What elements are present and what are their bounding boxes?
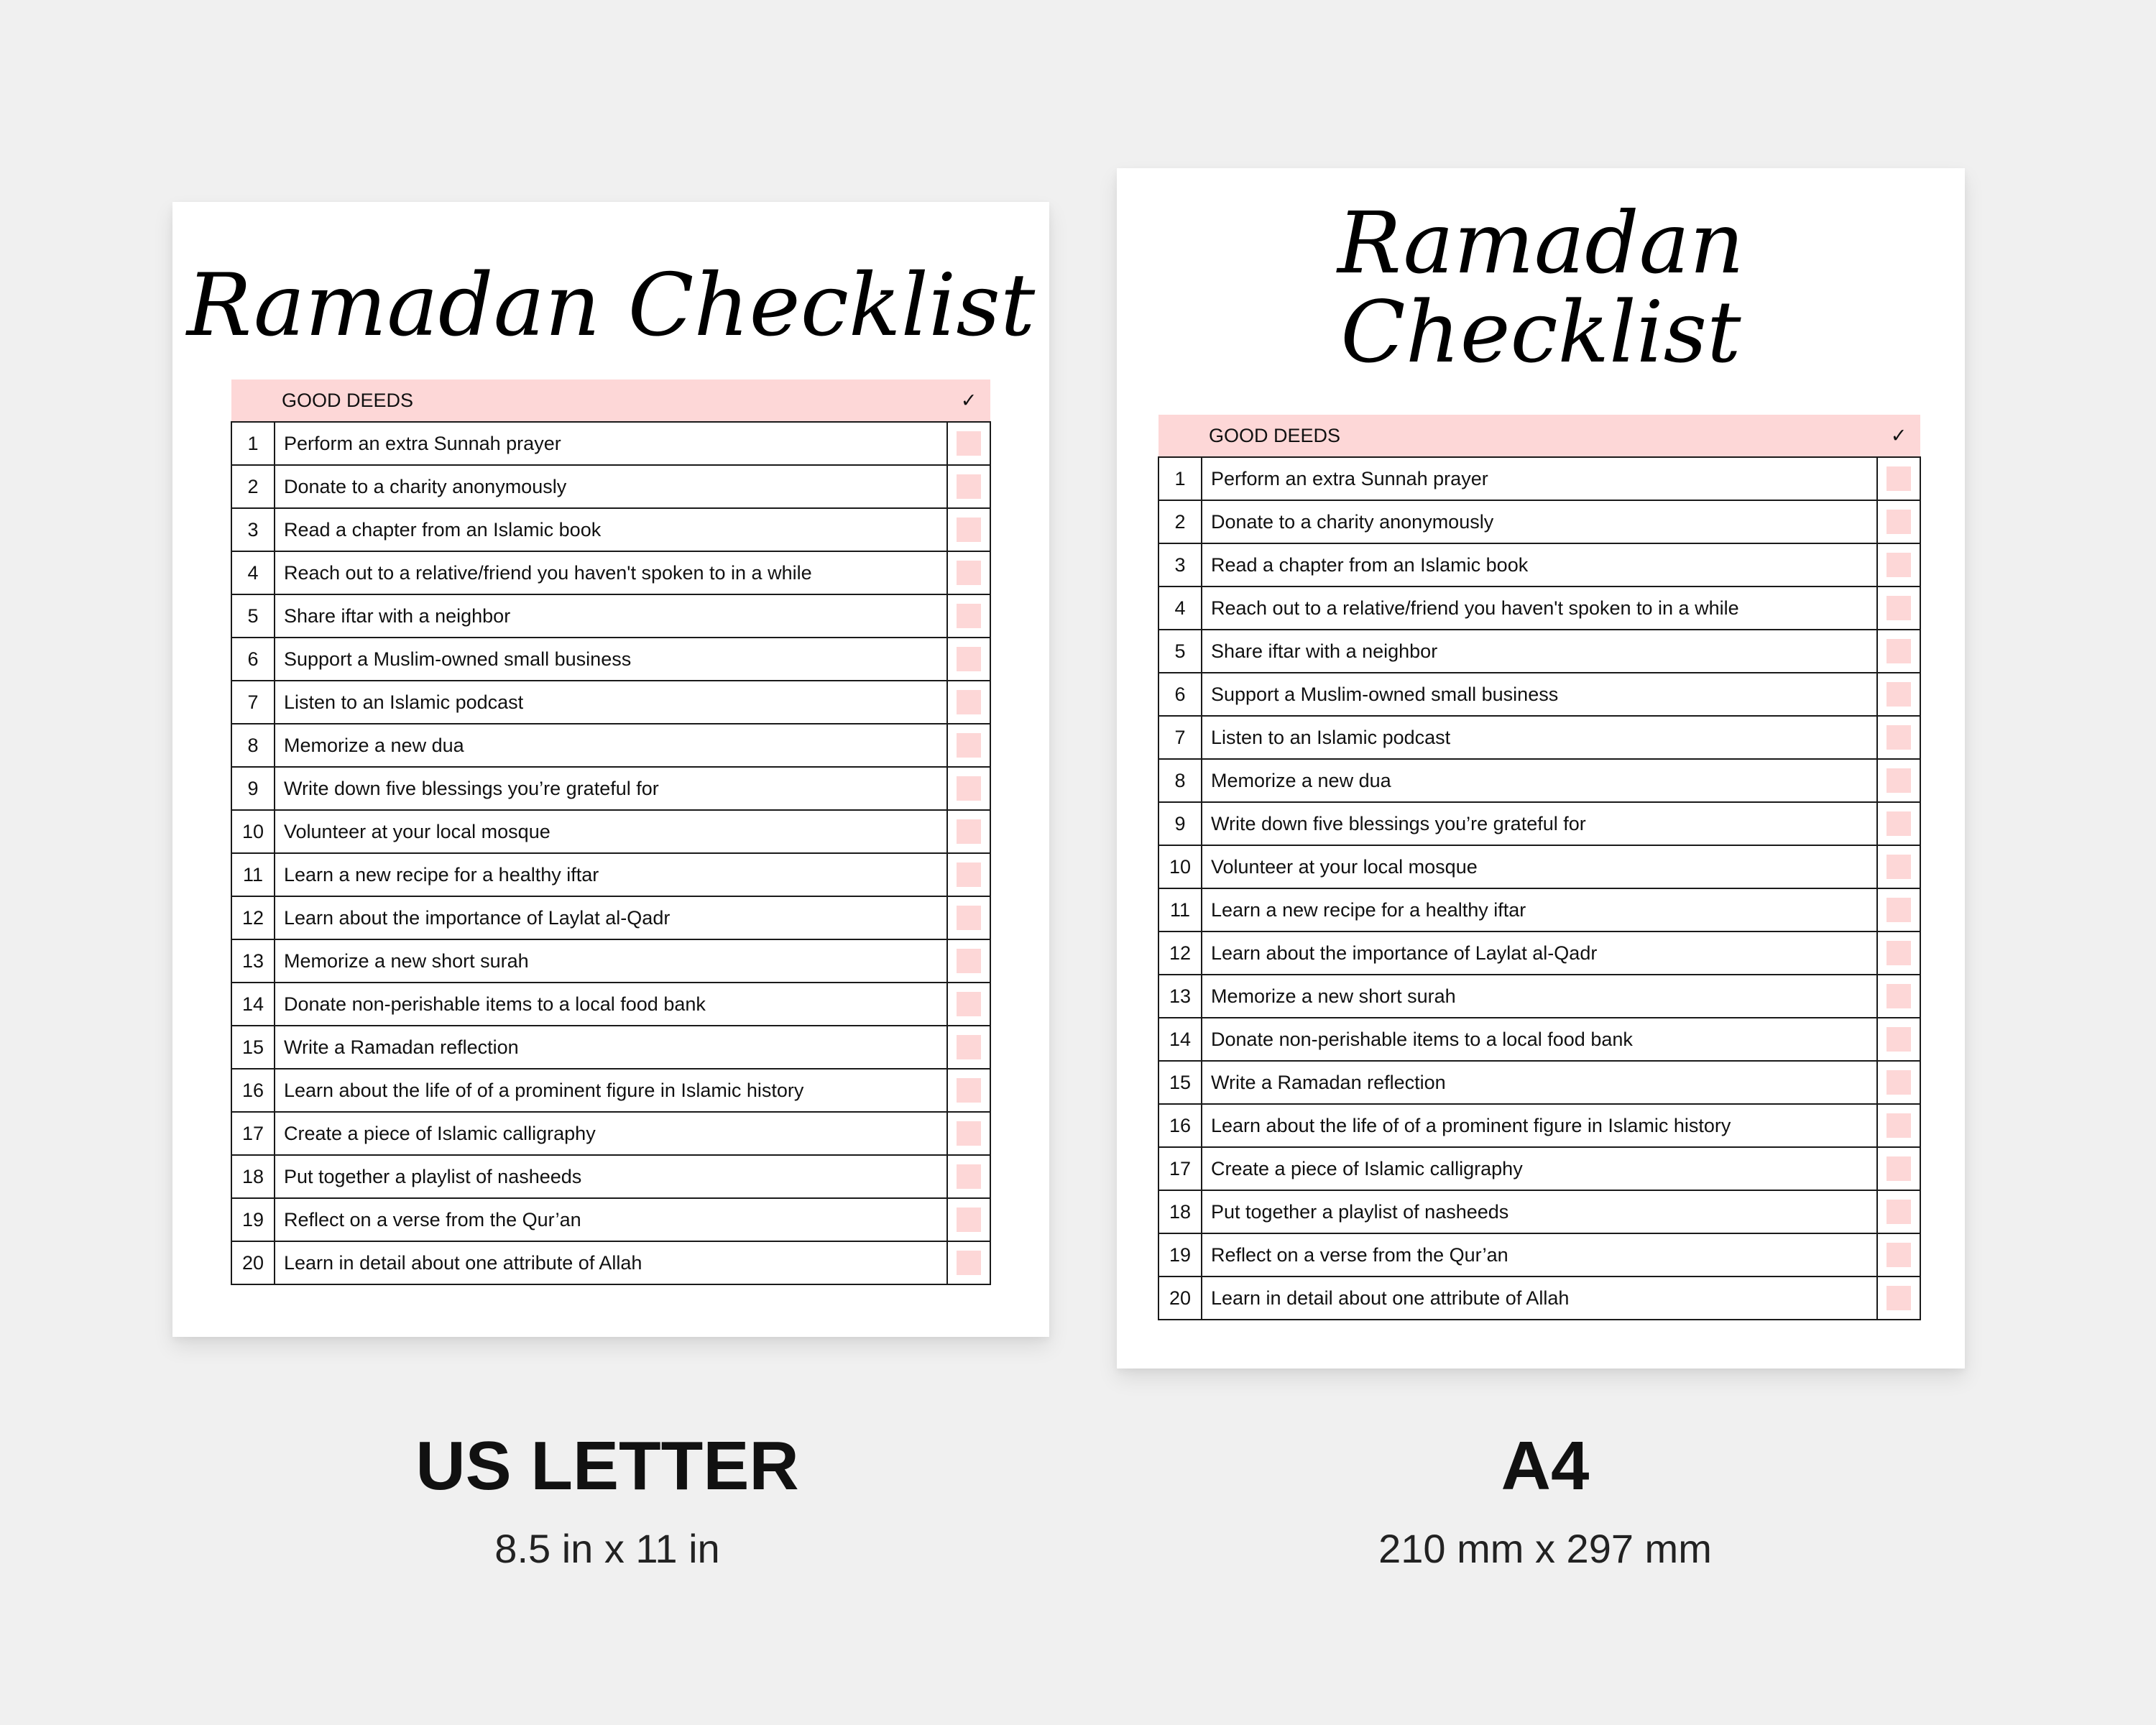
checkbox-cell: [1877, 673, 1920, 716]
caption-size: 210 mm x 297 mm: [1378, 1526, 1712, 1571]
item-text: Reach out to a relative/friend you haven't spoken to in a while: [275, 551, 947, 594]
checkbox[interactable]: [1886, 855, 1911, 879]
page-title-line-2: Checklist: [1340, 282, 1741, 382]
item-text: Donate to a charity anonymously: [275, 465, 947, 508]
checkbox[interactable]: [1886, 1070, 1911, 1095]
checkbox-cell: [1877, 932, 1920, 975]
item-text: Reflect on a verse from the Qur’an: [275, 1198, 947, 1241]
checkbox-cell: [1877, 888, 1920, 932]
checkbox[interactable]: [957, 1078, 981, 1103]
checkbox-cell: [947, 767, 990, 810]
checkbox[interactable]: [1886, 466, 1911, 491]
checkbox[interactable]: [957, 561, 981, 585]
caption-title: A4: [1501, 1427, 1590, 1504]
caption-size: 8.5 in x 11 in: [494, 1526, 720, 1571]
checkbox[interactable]: [1886, 768, 1911, 793]
item-text: Share iftar with a neighbor: [1202, 630, 1877, 673]
item-number: 4: [231, 551, 275, 594]
item-number: 17: [1158, 1147, 1202, 1190]
checkbox[interactable]: [957, 474, 981, 499]
checkbox-cell: [1877, 586, 1920, 630]
item-text: Memorize a new dua: [1202, 759, 1877, 802]
item-text: Listen to an Islamic podcast: [275, 681, 947, 724]
checkbox[interactable]: [1886, 1243, 1911, 1267]
checkbox-cell: [947, 983, 990, 1026]
item-text: Donate non-perishable items to a local food bank: [1202, 1018, 1877, 1061]
item-text: Support a Muslim-owned small business: [275, 638, 947, 681]
checkbox[interactable]: [1886, 1027, 1911, 1052]
checkbox[interactable]: [1886, 1156, 1911, 1181]
item-text: Learn a new recipe for a healthy iftar: [275, 853, 947, 896]
checkbox-cell: [1877, 1190, 1920, 1233]
item-text: Create a piece of Islamic calligraphy: [1202, 1147, 1877, 1190]
item-text: Write down five blessings you’re grateful for: [1202, 802, 1877, 845]
item-text: Read a chapter from an Islamic book: [275, 508, 947, 551]
item-text: Memorize a new short surah: [1202, 975, 1877, 1018]
item-text: Learn a new recipe for a healthy iftar: [1202, 888, 1877, 932]
item-number: 11: [231, 853, 275, 896]
page-title: Ramadan Checklist: [186, 256, 1036, 356]
item-text: Learn in detail about one attribute of Allah: [1202, 1276, 1877, 1320]
item-text: Volunteer at your local mosque: [275, 810, 947, 853]
item-text: Write a Ramadan reflection: [1202, 1061, 1877, 1104]
item-text: Create a piece of Islamic calligraphy: [275, 1112, 947, 1155]
checkbox[interactable]: [1886, 553, 1911, 577]
checkbox-cell: [1877, 1061, 1920, 1104]
checkbox-cell: [1877, 1147, 1920, 1190]
checkbox-cell: [947, 1026, 990, 1069]
page-title-line-1: Ramadan: [1337, 193, 1745, 293]
item-text: Reach out to a relative/friend you haven't spoken to in a while: [1202, 586, 1877, 630]
item-number: 5: [1158, 630, 1202, 673]
checkbox-cell: [1877, 543, 1920, 586]
item-text: Learn about the importance of Laylat al-Qadr: [275, 896, 947, 939]
item-text: Put together a playlist of nasheeds: [1202, 1190, 1877, 1233]
checkbox[interactable]: [957, 690, 981, 714]
checkbox-cell: [947, 465, 990, 508]
checkbox-cell: [947, 508, 990, 551]
checkbox-cell: [947, 681, 990, 724]
item-text: Learn in detail about one attribute of Allah: [275, 1241, 947, 1284]
item-number: 1: [231, 422, 275, 465]
checkbox[interactable]: [1886, 682, 1911, 707]
checkbox[interactable]: [1886, 941, 1911, 965]
checkbox-cell: [947, 1069, 990, 1112]
checkbox[interactable]: [957, 819, 981, 844]
item-text: Perform an extra Sunnah prayer: [1202, 457, 1877, 500]
checkbox[interactable]: [957, 1035, 981, 1059]
item-text: Reflect on a verse from the Qur’an: [1202, 1233, 1877, 1276]
item-number: 10: [1158, 845, 1202, 888]
a4-caption: [1258, 0, 1833, 1725]
item-number: 8: [1158, 759, 1202, 802]
item-number: 19: [231, 1198, 275, 1241]
checkbox[interactable]: [1886, 811, 1911, 836]
checkbox-cell: [1877, 716, 1920, 759]
item-number: 13: [231, 939, 275, 983]
checkbox[interactable]: [1886, 725, 1911, 750]
checkbox[interactable]: [1886, 639, 1911, 663]
checkbox-cell: [947, 594, 990, 638]
item-text: Read a chapter from an Islamic book: [1202, 543, 1877, 586]
item-number: 2: [231, 465, 275, 508]
checkbox-cell: [947, 853, 990, 896]
item-number: 17: [231, 1112, 275, 1155]
checkbox-cell: [947, 551, 990, 594]
checkbox[interactable]: [1886, 596, 1911, 620]
item-number: 10: [231, 810, 275, 853]
item-text: Memorize a new short surah: [275, 939, 947, 983]
item-text: Write down five blessings you’re grateful for: [275, 767, 947, 810]
item-number: 7: [231, 681, 275, 724]
checkbox[interactable]: [957, 604, 981, 628]
item-text: Learn about the life of of a prominent figure in Islamic history: [1202, 1104, 1877, 1147]
checkbox-cell: [947, 638, 990, 681]
item-number: 19: [1158, 1233, 1202, 1276]
checkbox-cell: [1877, 1018, 1920, 1061]
checkbox[interactable]: [1886, 510, 1911, 534]
checkbox-cell: [1877, 975, 1920, 1018]
item-number: 9: [231, 767, 275, 810]
item-number: 7: [1158, 716, 1202, 759]
item-text: Write a Ramadan reflection: [275, 1026, 947, 1069]
item-number: 16: [1158, 1104, 1202, 1147]
checkbox-cell: [1877, 630, 1920, 673]
item-number: 2: [1158, 500, 1202, 543]
caption-title: US LETTER: [415, 1427, 799, 1504]
item-text: Listen to an Islamic podcast: [1202, 716, 1877, 759]
item-number: 9: [1158, 802, 1202, 845]
item-text: Perform an extra Sunnah prayer: [275, 422, 947, 465]
item-number: 5: [231, 594, 275, 638]
item-number: 12: [1158, 932, 1202, 975]
us-letter-caption: [320, 0, 895, 1725]
item-number: 20: [231, 1241, 275, 1284]
checkbox[interactable]: [957, 1251, 981, 1275]
item-number: 4: [1158, 586, 1202, 630]
item-number: 18: [231, 1155, 275, 1198]
item-text: Learn about the importance of Laylat al-Qadr: [1202, 932, 1877, 975]
checkbox-cell: [947, 724, 990, 767]
checkbox[interactable]: [957, 776, 981, 801]
item-text: Put together a playlist of nasheeds: [275, 1155, 947, 1198]
checkbox-cell: [1877, 1104, 1920, 1147]
checkbox-cell: [947, 1112, 990, 1155]
checkbox[interactable]: [957, 1208, 981, 1232]
checkbox[interactable]: [1886, 1200, 1911, 1224]
checkbox-cell: [947, 810, 990, 853]
item-number: 11: [1158, 888, 1202, 932]
checkbox[interactable]: [957, 733, 981, 758]
checkbox[interactable]: [957, 1121, 981, 1146]
item-number: 15: [231, 1026, 275, 1069]
checkbox[interactable]: [957, 431, 981, 456]
checkbox-cell: [1877, 1233, 1920, 1276]
item-number: 1: [1158, 457, 1202, 500]
checkbox[interactable]: [957, 862, 981, 887]
item-text: Donate non-perishable items to a local food bank: [275, 983, 947, 1026]
item-number: 6: [1158, 673, 1202, 716]
item-number: 13: [1158, 975, 1202, 1018]
checkbox-cell: [1877, 802, 1920, 845]
checkbox[interactable]: [957, 518, 981, 542]
checkbox-cell: [1877, 845, 1920, 888]
checkmark-icon: ✓: [947, 380, 990, 422]
item-number: 18: [1158, 1190, 1202, 1233]
checkbox[interactable]: [957, 949, 981, 973]
item-number: 15: [1158, 1061, 1202, 1104]
item-number: 3: [231, 508, 275, 551]
header-label: GOOD DEEDS: [275, 380, 947, 422]
item-number: 16: [231, 1069, 275, 1112]
checkbox-cell: [1877, 759, 1920, 802]
checkbox[interactable]: [957, 906, 981, 930]
checkbox[interactable]: [1886, 984, 1911, 1008]
checkmark-icon: ✓: [1877, 415, 1920, 457]
item-text: Memorize a new dua: [275, 724, 947, 767]
item-number: 8: [231, 724, 275, 767]
item-text: Support a Muslim-owned small business: [1202, 673, 1877, 716]
checkbox[interactable]: [1886, 898, 1911, 922]
checkbox-cell: [947, 422, 990, 465]
checkbox-cell: [947, 1198, 990, 1241]
checkbox-cell: [1877, 457, 1920, 500]
item-number: 12: [231, 896, 275, 939]
item-text: Volunteer at your local mosque: [1202, 845, 1877, 888]
item-number: 14: [1158, 1018, 1202, 1061]
checkbox[interactable]: [957, 1164, 981, 1189]
checkbox-cell: [947, 939, 990, 983]
checkbox-cell: [947, 896, 990, 939]
item-number: 20: [1158, 1276, 1202, 1320]
checkbox[interactable]: [957, 992, 981, 1016]
checkbox-cell: [947, 1155, 990, 1198]
header-label: GOOD DEEDS: [1202, 415, 1877, 457]
checkbox-cell: [1877, 500, 1920, 543]
checkbox[interactable]: [957, 647, 981, 671]
item-text: Learn about the life of of a prominent figure in Islamic history: [275, 1069, 947, 1112]
item-text: Donate to a charity anonymously: [1202, 500, 1877, 543]
header-num-cell: [231, 380, 275, 422]
checkbox[interactable]: [1886, 1113, 1911, 1138]
checkbox-cell: [1877, 1276, 1920, 1320]
item-number: 14: [231, 983, 275, 1026]
item-number: 3: [1158, 543, 1202, 586]
checkbox[interactable]: [1886, 1286, 1911, 1310]
item-text: Share iftar with a neighbor: [275, 594, 947, 638]
checkbox-cell: [947, 1241, 990, 1284]
header-num-cell: [1158, 415, 1202, 457]
item-number: 6: [231, 638, 275, 681]
